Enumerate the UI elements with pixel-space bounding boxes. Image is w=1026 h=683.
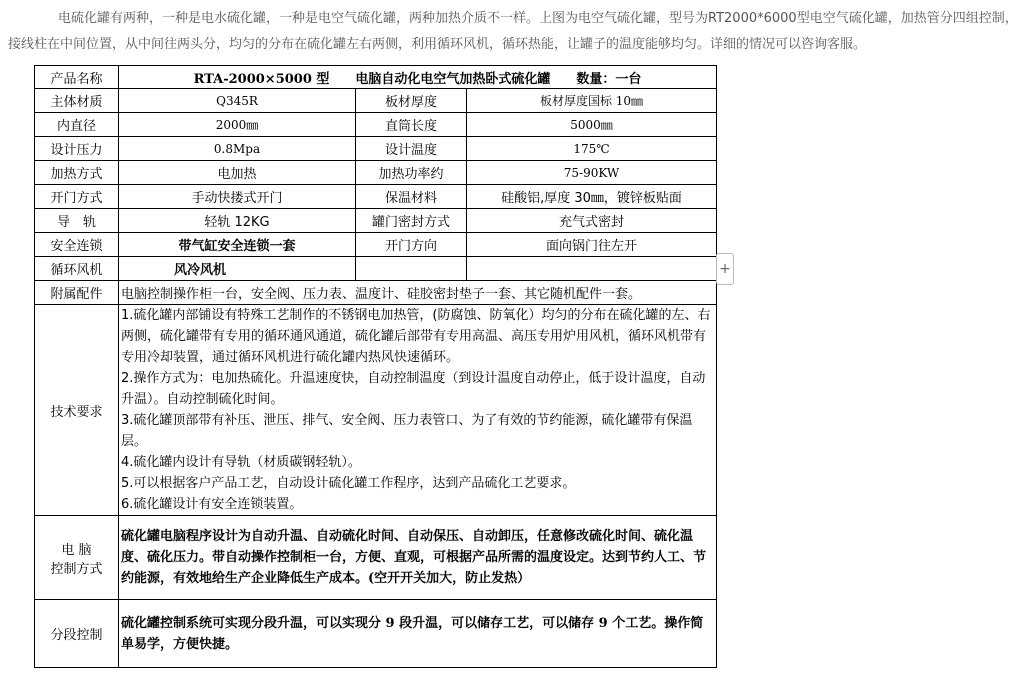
segment-control-text: 硫化罐控制系统可实现分段升温，可以实现分 9 段升温，可以储存工艺，可以储存 9 个工艺。操作简单易学，方便快捷。 (121, 615, 704, 652)
row-label: 开门方式 (35, 185, 119, 209)
segment-control-label: 分段控制 (35, 600, 119, 668)
row-value: 充气式密封 (467, 209, 717, 233)
row-value: 手动快搂式开门 (119, 185, 356, 209)
row-label: 设计压力 (35, 137, 119, 161)
row-value: 电加热 (119, 161, 356, 185)
segment-control-row (35, 600, 717, 668)
table-row (35, 161, 717, 185)
accessories-value: 电脑控制操作柜一台，安全阀、压力表、温度计、硅胶密封垫子一套、其它随机配件一套。 (119, 281, 717, 305)
row-value: 2000㎜ (119, 113, 356, 137)
pc-control-row (35, 516, 717, 600)
spec-table (34, 65, 717, 668)
row-label: 加热功率约 (356, 161, 467, 185)
table-row (35, 257, 717, 281)
tech-requirements (119, 305, 717, 516)
row-label: 加热方式 (35, 161, 119, 185)
row-value: Q345R (119, 89, 356, 113)
tech-item: 1.硫化罐内部铺设有特殊工艺制作的不锈钢电加热管，(防腐蚀、防氧化）均匀的分布在硫化罐的左、右两侧，硫化罐带有专用的循环通风通道，硫化罐后部带有专用高温、高压专用炉用风机，循环风机带有专用冷却装置，通过循环风机进行硫化罐内热风快速循环。 (121, 308, 711, 365)
row-value: 0.8Mpa (119, 137, 356, 161)
tech-row (35, 305, 717, 516)
title-row (35, 66, 717, 89)
accessories-label: 附属配件 (35, 281, 119, 305)
row-label: 保温材料 (356, 185, 467, 209)
tech-item: 6.硫化罐设计有安全连锁装置。 (121, 497, 303, 512)
segment-control-value (119, 600, 717, 668)
add-column-button[interactable]: + (716, 253, 734, 285)
row-label: 循环风机 (35, 257, 119, 281)
pc-control-text: 硫化罐电脑程序设计为自动升温、自动硫化时间、自动保压、自动卸压，任意修改硫化时间、硫化温度、硫化压力。带自动操作控制柜一台，方便、直观，可根据产品所需的温度设定。达到节约人工、节约能源，有效地给生产企业降低生产成本。(空开开关加大，防止发热） (121, 529, 707, 586)
row-label: 板材厚度 (356, 89, 467, 113)
pc-label-line1: 电 脑 (61, 542, 92, 558)
row-value: 硅酸铝,厚度 30㎜，镀锌板贴面 (467, 185, 717, 209)
pc-label-line2: 控制方式 (50, 561, 103, 577)
row-value: 75-90KW (467, 161, 717, 185)
table-row (35, 89, 717, 113)
row-label: 导 轨 (35, 209, 119, 233)
product-name-value: RTA-2000×5000 型 电脑自动化电空气加热卧式硫化罐 数量：一台 (119, 66, 717, 89)
row-label: 设计温度 (356, 137, 467, 161)
row-label: 直筒长度 (356, 113, 467, 137)
table-row (35, 185, 717, 209)
intro-paragraph (0, 6, 1026, 62)
row-label: 开门方向 (356, 233, 467, 257)
table-row (35, 209, 717, 233)
row-value: 板材厚度国标 10㎜ (467, 89, 717, 113)
row-label: 安全连锁 (35, 233, 119, 257)
row-value: 带气缸安全连锁一套 (119, 233, 356, 257)
tech-item: 2.操作方式为：电加热硫化。升温速度快，自动控制温度（到设计温度自动停止，低于设计温度，自动升温）。自动控制硫化时间。 (121, 371, 706, 407)
intro-text: 电硫化罐有两种，一种是电水硫化罐，一种是电空气硫化罐，两种加热介质不一样。上图为电空气硫化罐，型号为RT2000*6000型电空气硫化罐，加热管分四组控制，接线柱在中间位置，从中间往两头分，均匀的分布在硫化罐左右两侧，利用循环风机，循环热能，让罐子的温度能够均匀。详细的情况可以咨询客服。 (8, 11, 1018, 52)
tech-item: 4.硫化罐内设计有导轨（材质碳钢轻轨）。 (121, 455, 361, 470)
tech-item: 5.可以根据客户产品工艺，自动设计硫化罐工作程序，达到产品硫化工艺要求。 (121, 476, 576, 491)
row-label: 主体材质 (35, 89, 119, 113)
row-value: 5000㎜ (467, 113, 717, 137)
accessories-row (35, 281, 717, 305)
pc-control-value (119, 516, 717, 600)
row-value: 轻轨 12KG (119, 209, 356, 233)
row-label-empty (356, 257, 467, 281)
row-value: 175℃ (467, 137, 717, 161)
row-value-empty (467, 257, 717, 281)
table-row (35, 137, 717, 161)
row-label: 内直径 (35, 113, 119, 137)
product-name-label: 产品名称 (35, 66, 119, 89)
tech-item: 3.硫化罐顶部带有补压、泄压、排气、安全阀、压力表管口、为了有效的节约能源，硫化罐带有保温层。 (121, 413, 693, 449)
table-row (35, 113, 717, 137)
row-label: 罐门密封方式 (356, 209, 467, 233)
row-value: 面向锅门往左开 (467, 233, 717, 257)
tech-label: 技术要求 (35, 305, 119, 516)
table-row (35, 233, 717, 257)
pc-control-label (35, 516, 119, 600)
row-value: 风冷风机 (119, 257, 356, 281)
